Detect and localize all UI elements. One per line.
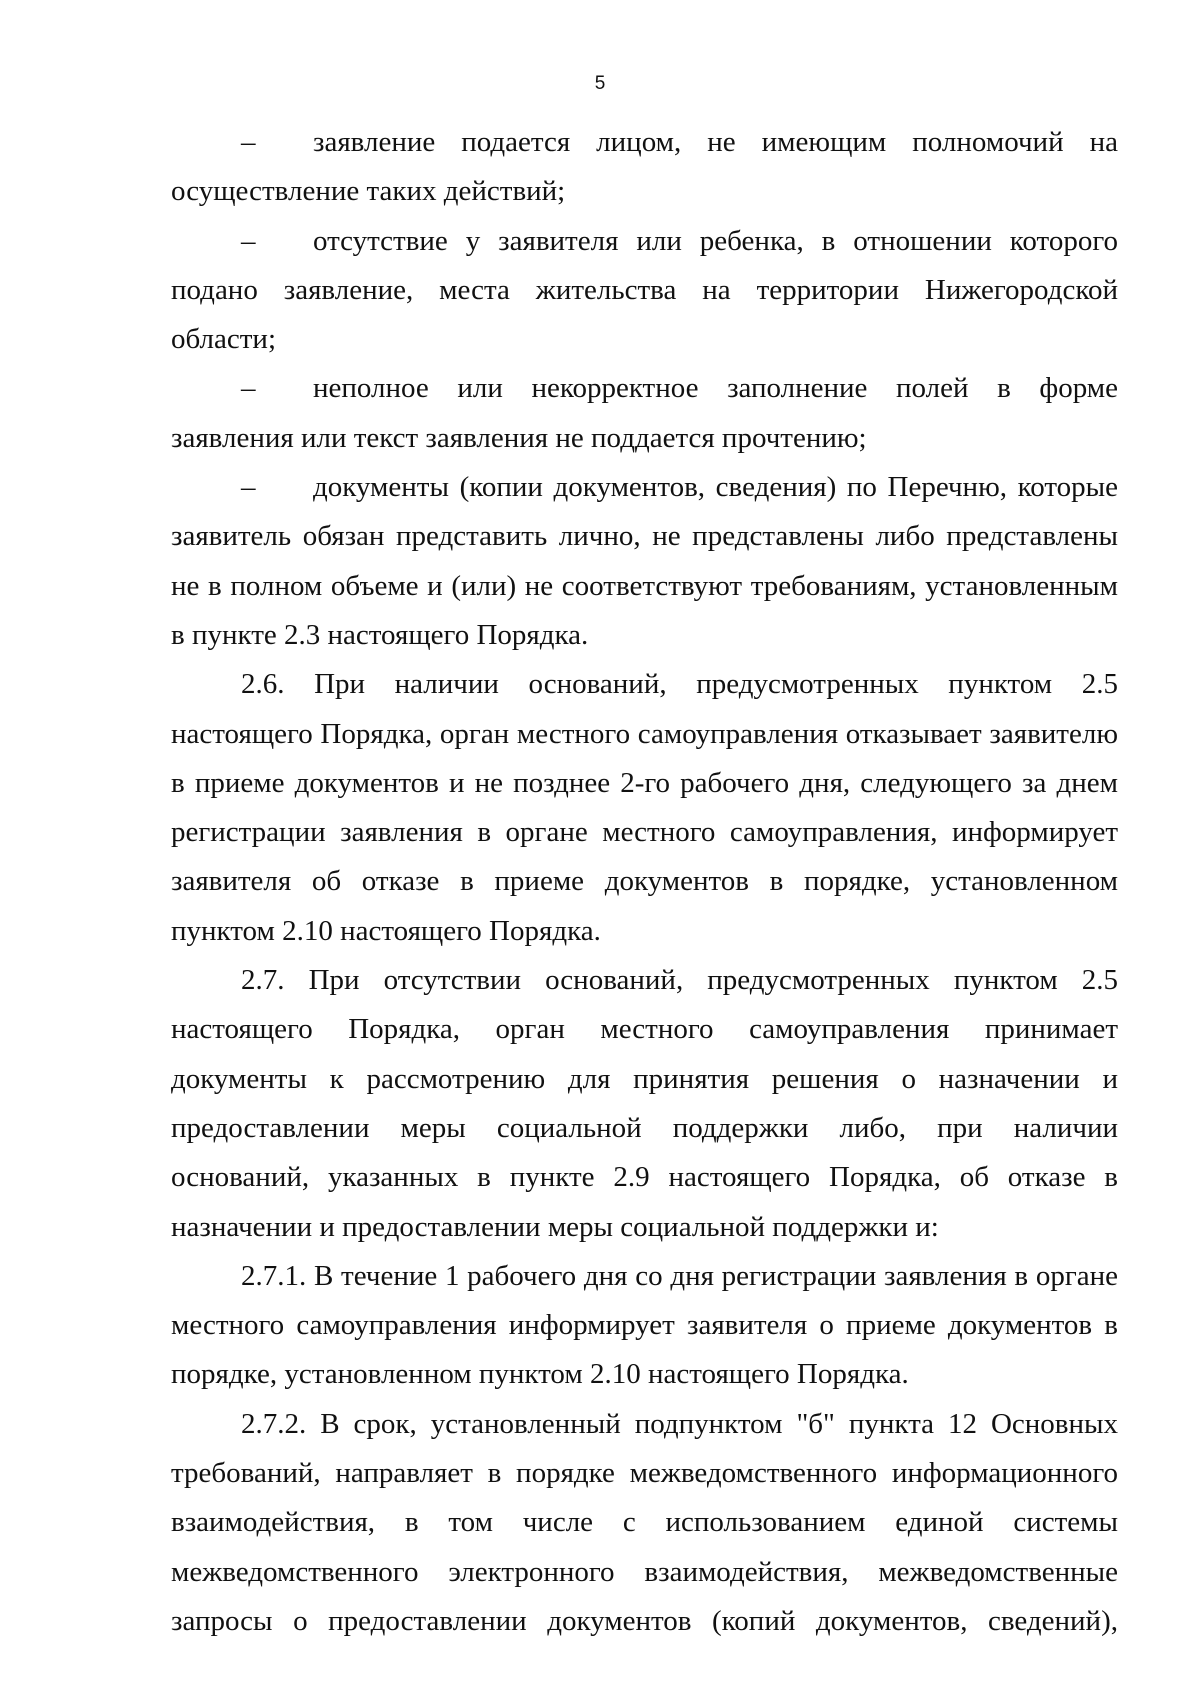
list-item-text: отсутствие у заявителя или ребенка, в отношении которого подано заявление, места жительства на территории Нижегородской области; [171, 224, 1118, 356]
list-item-text: документы (копии документов, сведения) по Перечню, которые заявитель обязан представить лично, не представлены либо представлены не в полном объеме и (или) не соответствуют требованиям, установленным в пункте 2.3 настоящего Порядка. [171, 471, 1118, 651]
paragraph-2-7-2: 2.7.2. В срок, установленный подпунктом "б" пункта 12 Основных требований, направляет в порядке межведомственного информационного взаимодействия, в том числе с использованием единой системы межведомственного электронного взаимодействия, межведомственные запросы о предоставлении документов (копий документов, сведений), [171, 1407, 1118, 1637]
dash-marker: – [241, 126, 256, 158]
list-item [171, 217, 1118, 365]
dash-marker: – [241, 224, 256, 257]
dash-marker: – [241, 471, 256, 504]
page-number: 5 [594, 73, 606, 94]
list-item-text: заявление подается лицом, не имеющим полномочий на осуществление таких действий; [171, 126, 1118, 208]
list-item [171, 364, 1118, 463]
paragraph-2-7-1: 2.7.1. В течение 1 рабочего дня со дня регистрации заявления в органе местного самоуправления информирует заявителя о приеме документов в порядке, установленном пунктом 2.10 настоящего Порядка. [171, 1259, 1118, 1391]
list-item-text: неполное или некорректное заполнение полей в форме заявления или текст заявления не поддается прочтению; [171, 372, 1118, 454]
dash-marker: – [241, 372, 256, 405]
paragraph-2-7: 2.7. При отсутствии оснований, предусмотренных пунктом 2.5 настоящего Порядка, орган местного самоуправления принимает документы к рассмотрению для принятия решения о назначении и предоставлении меры социальной поддержки либо, при наличии оснований, указанных в пункте 2.9 настоящего Порядка, об отказе в назначении и предоставлении меры социальной поддержки и: [171, 964, 1118, 1243]
list-item [171, 118, 1118, 217]
list-item [171, 463, 1118, 660]
paragraph-2-6: 2.6. При наличии оснований, предусмотренных пунктом 2.5 настоящего Порядка, орган местного самоуправления отказывает заявителю в приеме документов и не позднее 2-го рабочего дня, следующего за днем регистрации заявления в органе местного самоуправления, информирует заявителя об отказе в приеме документов в порядке, установленном пунктом 2.10 настоящего Порядка. [171, 668, 1118, 947]
document-body [171, 118, 1118, 1646]
